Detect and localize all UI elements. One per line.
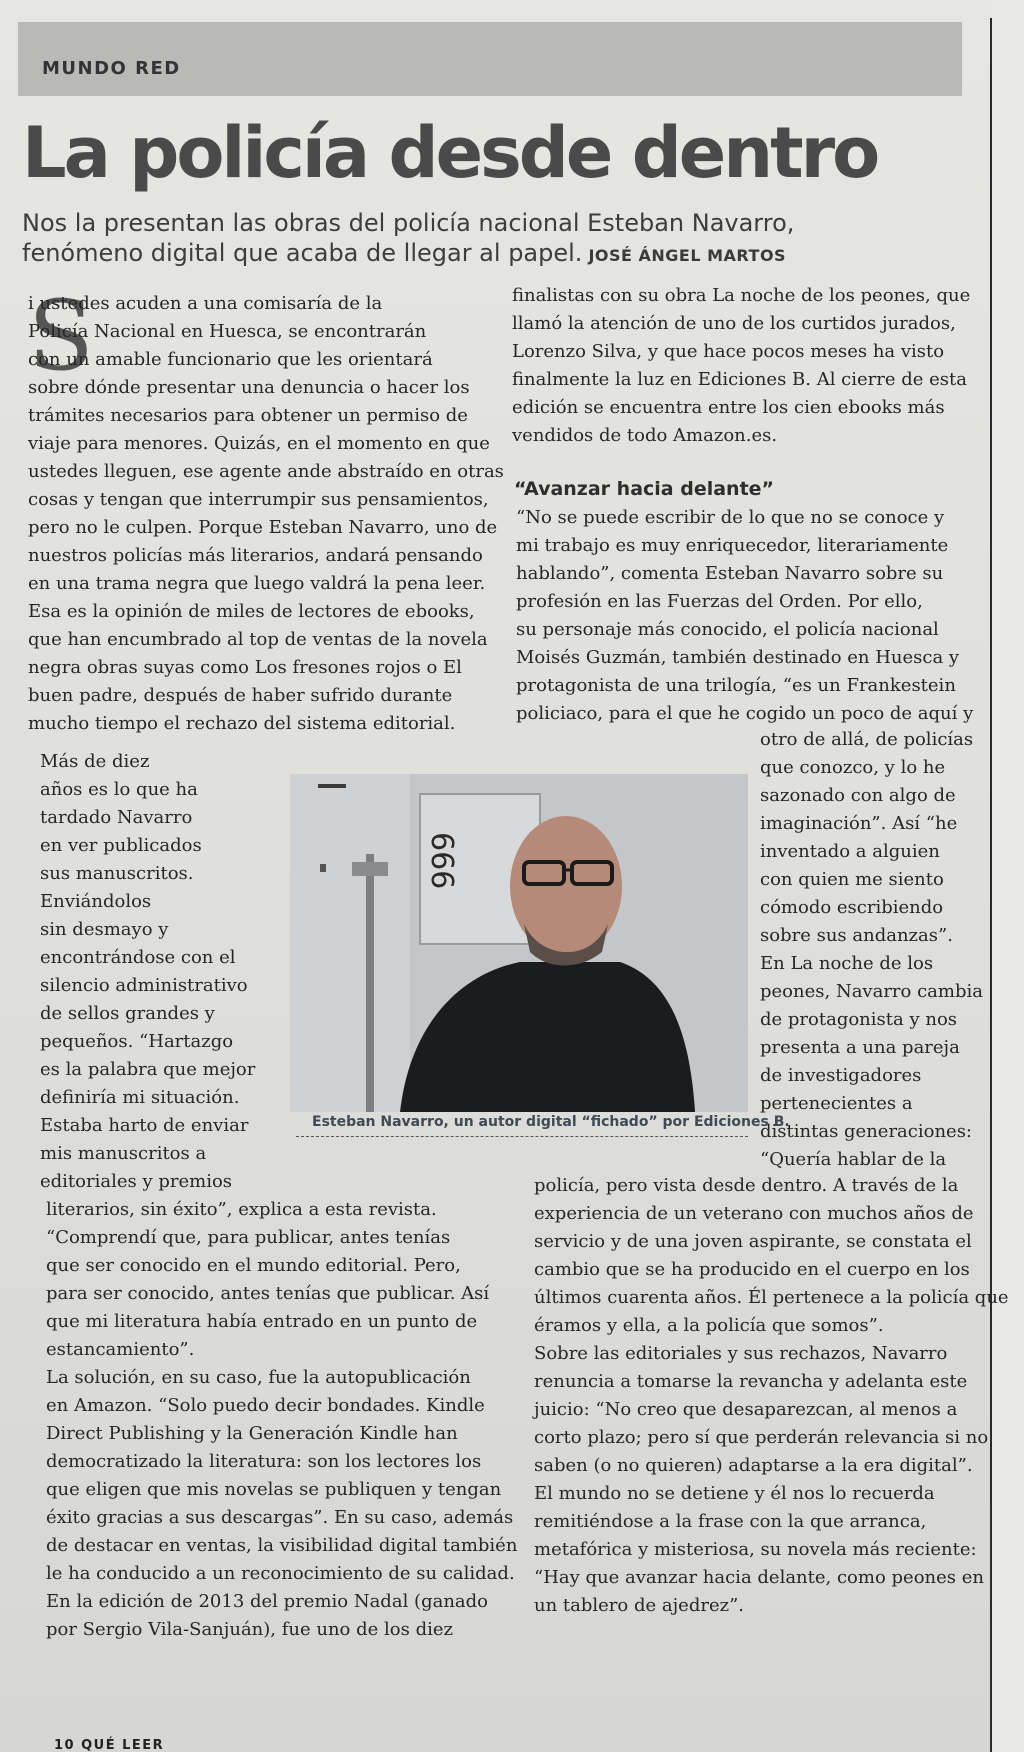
col2-bottom-lines-line: experiencia de un veterano con muchos años de xyxy=(534,1203,974,1224)
col1-bottom-lines-line: estancamiento”. xyxy=(46,1339,195,1360)
col1-narrow-lines-line: sus manuscritos. xyxy=(40,863,194,884)
col1-lines-line: trámites necesarios para obtener un permiso de xyxy=(28,405,468,426)
col2-bottom-lines-line: policía, pero vista desde dentro. A través de la xyxy=(534,1175,959,1196)
deck-line-2-text: fenómeno digital que acaba de llegar al papel. xyxy=(22,239,583,267)
col2-mid-lines-line: Moisés Guzmán, también destinado en Huesca y xyxy=(516,647,960,668)
col1-bottom-lines-line: por Sergio Vila-Sanjuán), fue uno de los diez xyxy=(46,1619,453,1640)
col1-narrow-lines-line: años es lo que ha xyxy=(40,779,198,800)
col2-mid-lines-line: hablando”, comenta Esteban Navarro sobre su xyxy=(516,563,944,584)
col2-mid-lines-line: mi trabajo es muy enriquecedor, literariamente xyxy=(516,535,949,556)
column-1-narrow xyxy=(40,748,255,1196)
col1-lines-line: sobre dónde presentar una denuncia o hacer los xyxy=(28,377,470,398)
col2-narrow-lines-line: otro de allá, de policías xyxy=(760,729,974,750)
col1-bottom-lines-line: que eligen que mis novelas se publiquen y tengan xyxy=(46,1479,502,1500)
column-1-top xyxy=(28,280,504,738)
col1-narrow-lines-line: Más de diez xyxy=(40,751,150,772)
col1-bottom-lines-line: le ha conducido a un reconocimiento de su calidad. xyxy=(46,1563,515,1584)
col1-narrow-lines-line: pequeños. “Hartazgo xyxy=(40,1031,234,1052)
col1-bottom-lines-line: que mi literatura había entrado en un punto de xyxy=(46,1311,478,1332)
col2-top-lines-line: edición se encuentra entre los cien ebooks más xyxy=(512,397,945,418)
column-1-bottom xyxy=(46,1196,517,1644)
col1-lines-line: i ustedes acuden a una comisaría de la xyxy=(28,293,383,314)
col1-lines-line: Policía Nacional en Huesca, se encontrarán xyxy=(28,321,427,342)
col1-bottom-lines-line: éxito gracias a sus descargas”. En su caso, además xyxy=(46,1507,514,1528)
col2-narrow-lines-line: sazonado con algo de xyxy=(760,785,956,806)
col2-narrow-lines-line: con quien me siento xyxy=(760,869,944,890)
col1-narrow-lines-line: sin desmayo y xyxy=(40,919,169,940)
col2-bottom-lines-line: metafórica y misteriosa, su novela más reciente: xyxy=(534,1539,977,1560)
col1-narrow-lines-line: Enviándolos xyxy=(40,891,152,912)
photo-caption: Esteban Navarro, un autor digital “fichado” por Ediciones B. xyxy=(312,1114,790,1130)
col2-narrow-lines-line: de protagonista y nos xyxy=(760,1009,958,1030)
subheading: “Avanzar hacia delante” xyxy=(514,478,775,500)
col2-bottom-lines-line: juicio: “No creo que desaparezcan, al menos a xyxy=(534,1399,958,1420)
col1-bottom-lines-line: democratizado la literatura: son los lectores los xyxy=(46,1451,482,1472)
col1-bottom-lines-line: de destacar en ventas, la visibilidad digital también xyxy=(46,1535,518,1556)
col1-bottom-lines-line: Direct Publishing y la Generación Kindle han xyxy=(46,1423,458,1444)
column-2-top xyxy=(512,282,970,450)
column-2-narrow xyxy=(760,726,983,1174)
col2-narrow-lines-line: distintas generaciones: xyxy=(760,1121,973,1142)
col2-bottom-lines-line: corto plazo; pero sí que perderán relevancia si no xyxy=(534,1427,989,1448)
column-2-bottom xyxy=(534,1172,1009,1620)
author-photo-illustration xyxy=(290,774,748,1112)
col1-narrow-lines-line: tardado Navarro xyxy=(40,807,193,828)
col1-narrow-lines-line: encontrándose con el xyxy=(40,947,236,968)
col1-narrow-lines-line: de sellos grandes y xyxy=(40,1003,215,1024)
col2-narrow-lines-line: peones, Navarro cambia xyxy=(760,981,983,1002)
col1-narrow-lines-line: definiría mi situación. xyxy=(40,1087,240,1108)
col1-narrow-lines-line: editoriales y premios xyxy=(40,1171,233,1192)
col2-narrow-lines-line: que conozco, y lo he xyxy=(760,757,946,778)
article-deck xyxy=(22,208,922,271)
col2-bottom-lines-line: remitiéndose a la frase con la que arranca, xyxy=(534,1511,927,1532)
col1-lines-line: cosas y tengan que interrumpir sus pensamientos, xyxy=(28,489,489,510)
col2-top-lines-line: vendidos de todo Amazon.es. xyxy=(512,425,778,446)
byline: JOSÉ ÁNGEL MARTOS xyxy=(588,246,787,265)
col2-mid-lines-line: profesión en las Fuerzas del Orden. Por ello, xyxy=(516,591,923,612)
col1-narrow-lines-line: es la palabra que mejor xyxy=(40,1059,256,1080)
caption-rule xyxy=(296,1136,748,1137)
col1-lines-line: pero no le culpen. Porque Esteban Navarro, uno de xyxy=(28,517,498,538)
col1-lines-line: negra obras suyas como Los fresones rojos o El xyxy=(28,657,462,678)
col2-mid-lines-line: protagonista de una trilogía, “es un Frankestein xyxy=(516,675,956,696)
col2-mid-lines-line: “No se puede escribir de lo que no se conoce y xyxy=(516,507,945,528)
col1-lines-line: que han encumbrado al top de ventas de la novela xyxy=(28,629,488,650)
col1-lines-line: nuestros policías más literarios, andará pensando xyxy=(28,545,483,566)
col1-narrow-lines-line: en ver publicados xyxy=(40,835,202,856)
col1-narrow-lines-line: Estaba harto de enviar xyxy=(40,1115,249,1136)
col2-bottom-lines-line: saben (o no quieren) adaptarse a la era digital”. xyxy=(534,1455,973,1476)
col2-bottom-lines-line: renuncia a tomarse la revancha y adelanta este xyxy=(534,1371,968,1392)
col2-mid-lines-line: su personaje más conocido, el policía nacional xyxy=(516,619,939,640)
col1-lines-line: buen padre, después de haber sufrido durante xyxy=(28,685,453,706)
col1-narrow-lines-line: silencio administrativo xyxy=(40,975,248,996)
col1-bottom-lines-line: literarios, sin éxito”, explica a esta revista. xyxy=(46,1199,437,1220)
col2-narrow-lines-line: En La noche de los xyxy=(760,953,934,974)
col2-top-lines-line: Lorenzo Silva, y que hace pocos meses ha visto xyxy=(512,341,945,362)
author-photo xyxy=(290,774,748,1112)
drop-cap: S xyxy=(28,280,94,392)
col2-bottom-lines-line: éramos y ella, a la policía que somos”. xyxy=(534,1315,884,1336)
col2-top-lines-line: llamó la atención de uno de los curtidos jurados, xyxy=(512,313,956,334)
deck-line-1: Nos la presentan las obras del policía nacional Esteban Navarro, xyxy=(22,209,795,237)
col2-narrow-lines-line: inventado a alguien xyxy=(760,841,940,862)
col1-bottom-lines-line: en Amazon. “Solo puedo decir bondades. Kindle xyxy=(46,1395,485,1416)
col1-bottom-lines-line: La solución, en su caso, fue la autopublicación xyxy=(46,1367,471,1388)
col1-lines-line: en una trama negra que luego valdrá la pena leer. xyxy=(28,573,486,594)
col2-bottom-lines-line: El mundo no se detiene y él nos lo recuerda xyxy=(534,1483,935,1504)
col2-narrow-lines-line: sobre sus andanzas”. xyxy=(760,925,953,946)
col2-narrow-lines-line: presenta a una pareja xyxy=(760,1037,960,1058)
article-headline: La policía desde dentro xyxy=(22,112,878,194)
col2-bottom-lines-line: Sobre las editoriales y sus rechazos, Navarro xyxy=(534,1343,948,1364)
col1-bottom-lines-line: En la edición de 2013 del premio Nadal (ganado xyxy=(46,1591,489,1612)
col2-narrow-lines-line: pertenecientes a xyxy=(760,1093,913,1114)
col1-lines-line: mucho tiempo el rechazo del sistema editorial. xyxy=(28,713,456,734)
col1-bottom-lines-line: para ser conocido, antes tenías que publicar. Así xyxy=(46,1283,490,1304)
col1-narrow-lines-line: mis manuscritos a xyxy=(40,1143,207,1164)
col1-lines-line: ustedes lleguen, ese agente ande abstraído en otras xyxy=(28,461,504,482)
col2-bottom-lines-line: un tablero de ajedrez”. xyxy=(534,1595,745,1616)
column-2-middle xyxy=(516,504,973,728)
col2-bottom-lines-line: servicio y de una joven aspirante, se constata el xyxy=(534,1231,972,1252)
col2-narrow-lines-line: “Quería hablar de la xyxy=(760,1149,947,1170)
col2-top-lines-line: finalmente la luz en Ediciones B. Al cierre de esta xyxy=(512,369,968,390)
col2-top-lines-line: finalistas con su obra La noche de los peones, que xyxy=(512,285,971,306)
col2-narrow-lines-line: imaginación”. Así “he xyxy=(760,813,958,834)
col1-bottom-lines-line: que ser conocido en el mundo editorial. Pero, xyxy=(46,1255,461,1276)
col2-mid-lines-line: policiaco, para el que he cogido un poco de aquí y xyxy=(516,703,974,724)
col2-narrow-lines-line: cómodo escribiendo xyxy=(760,897,944,918)
col1-bottom-lines-line: “Comprendí que, para publicar, antes tenías xyxy=(46,1227,451,1248)
col2-bottom-lines-line: cambio que se ha producido en el cuerpo en los xyxy=(534,1259,970,1280)
col1-lines-line: con un amable funcionario que les orientará xyxy=(28,349,433,370)
door-number: 666 xyxy=(424,832,459,890)
deck-line-2 xyxy=(22,238,922,271)
page-folio: 10 QUÉ LEER xyxy=(54,1738,165,1752)
col1-lines-line: viaje para menores. Quizás, en el momento en que xyxy=(28,433,490,454)
col2-bottom-lines-line: “Hay que avanzar hacia delante, como peones en xyxy=(534,1567,984,1588)
col2-bottom-lines-line: últimos cuarenta años. Él pertenece a la policía que xyxy=(534,1287,1009,1308)
section-label: MUNDO RED xyxy=(42,58,181,79)
col1-lines-line: Esa es la opinión de miles de lectores de ebooks, xyxy=(28,601,475,622)
col2-narrow-lines-line: de investigadores xyxy=(760,1065,922,1086)
